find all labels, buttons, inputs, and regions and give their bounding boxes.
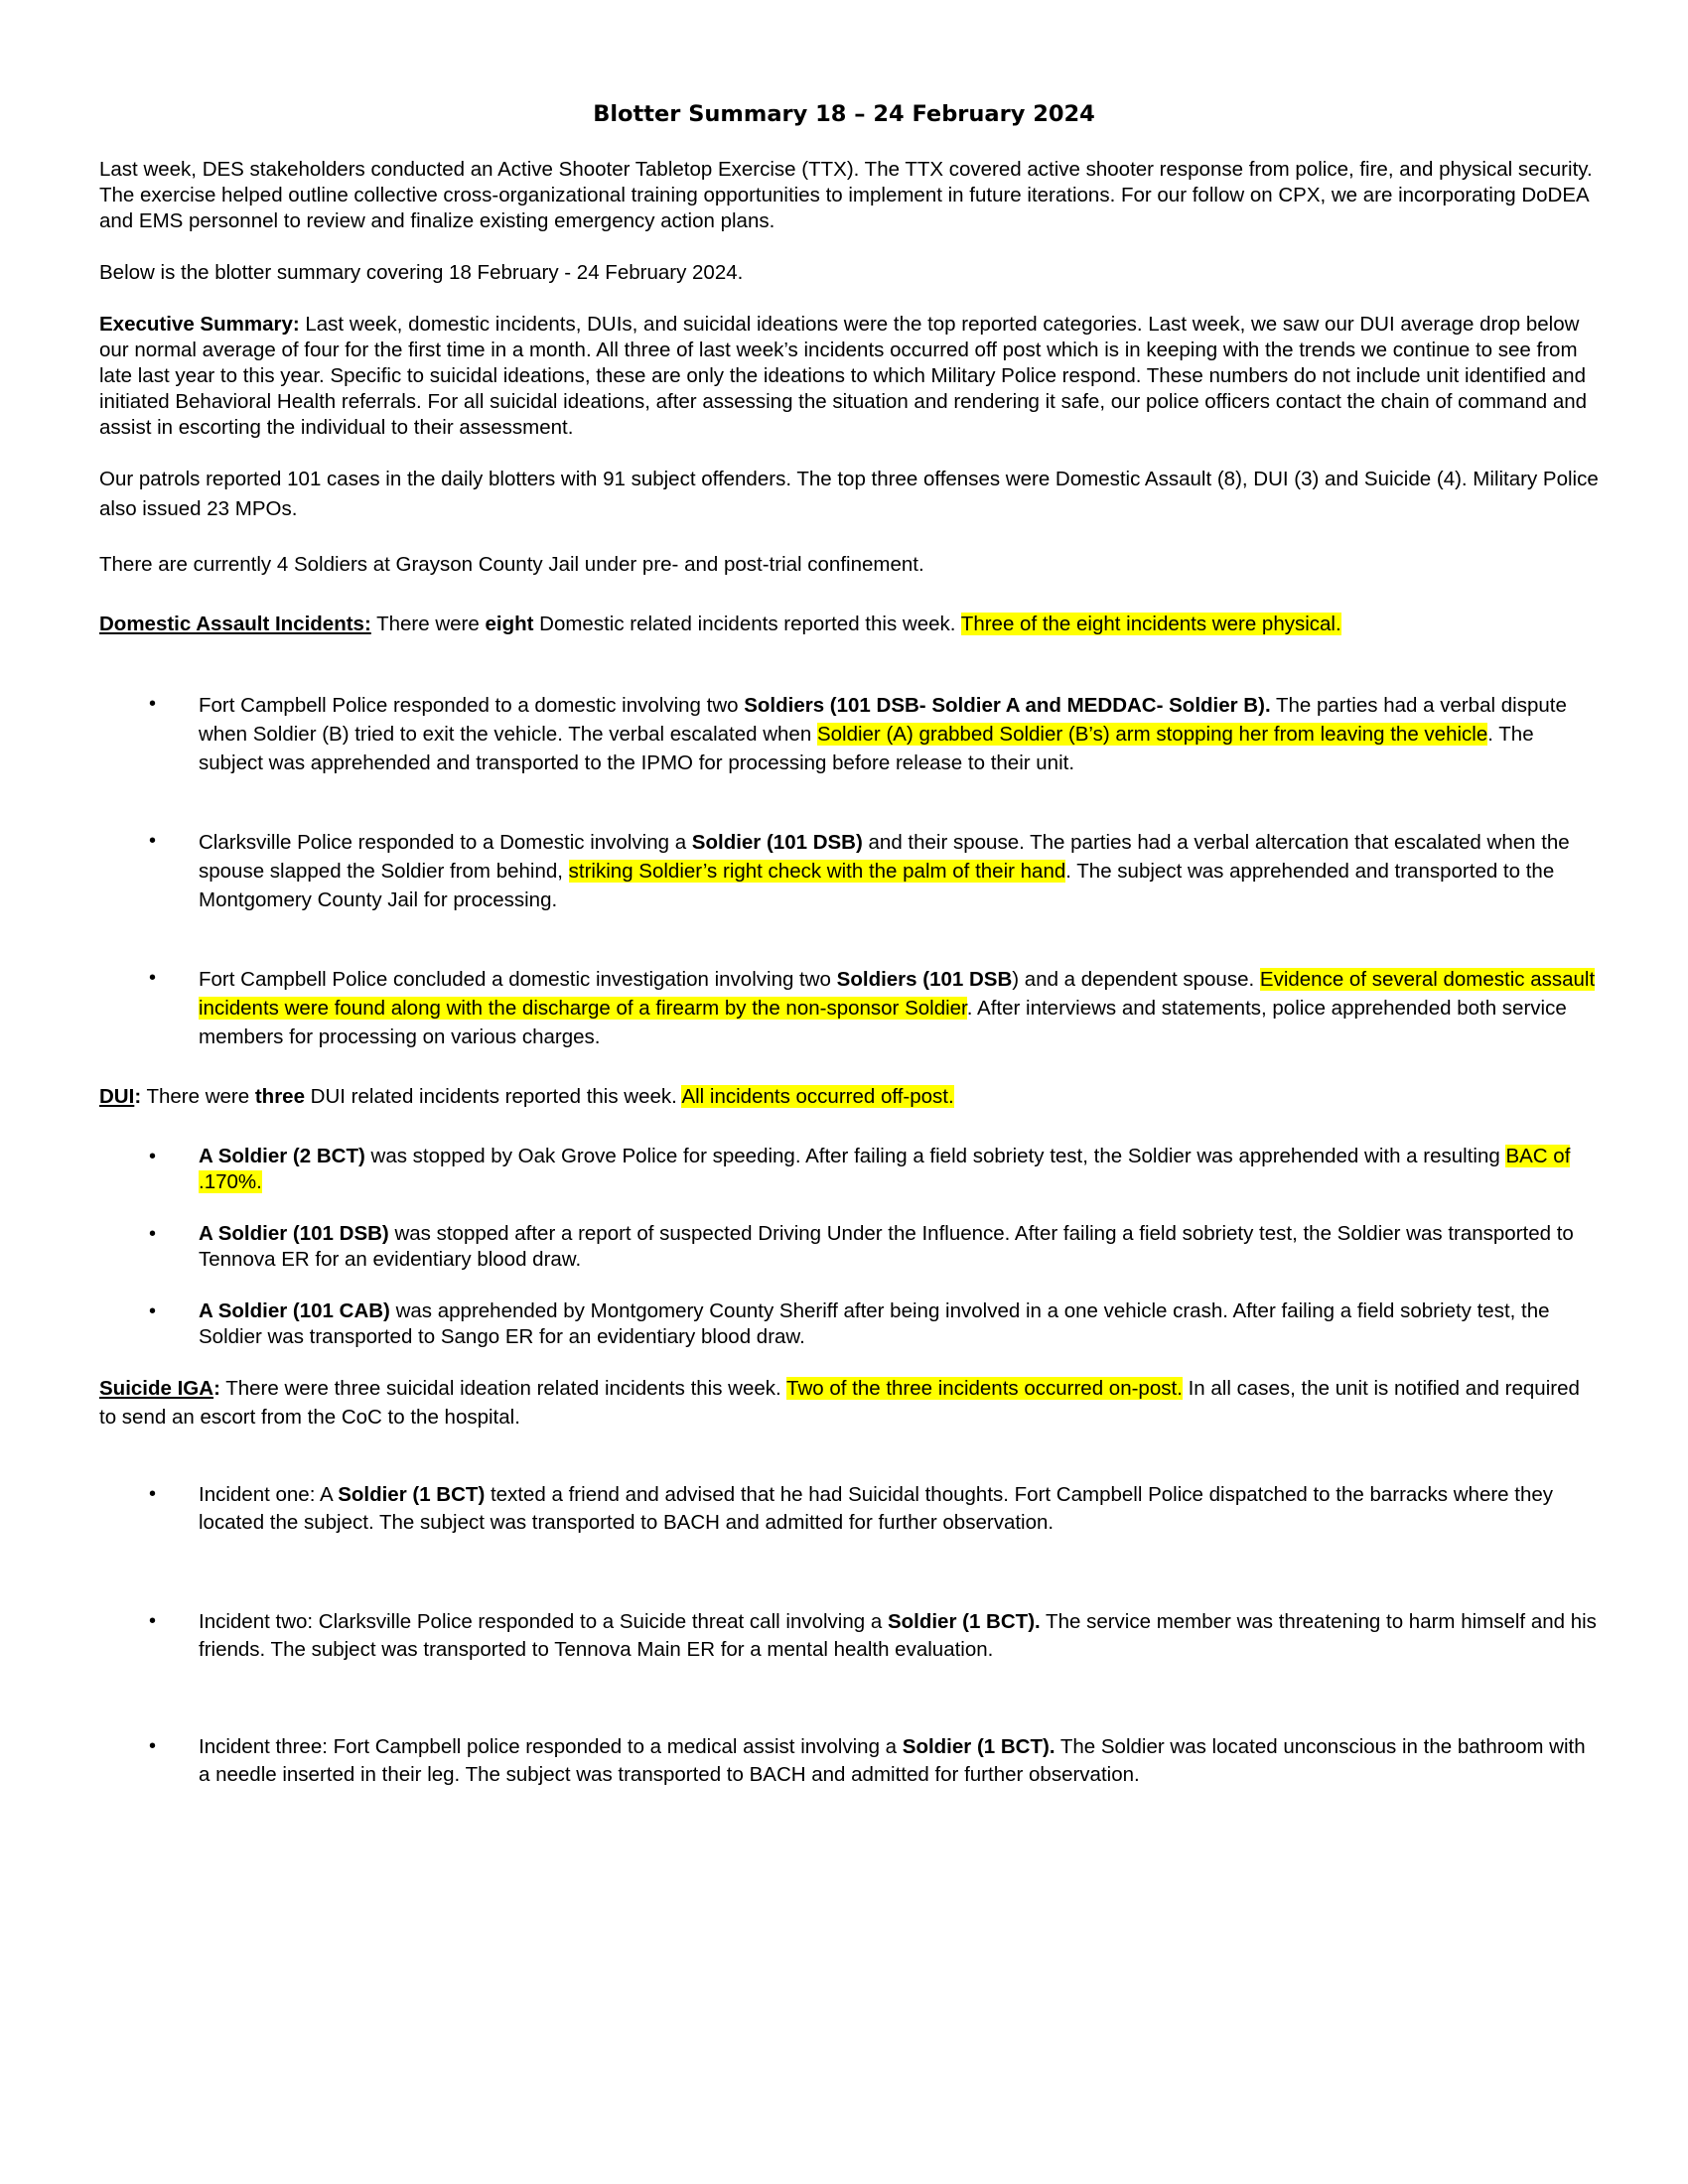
dui-text-2: DUI related incidents reported this week. [304,1085,682,1108]
dui-heading-colon: : [134,1085,142,1108]
domestic-heading-paragraph [99,612,1599,637]
incident-highlight: Evidence of several domestic assault incidents were found along with the discharge of a firearm by the non-sponsor Soldier [199,968,1596,1020]
bullet-icon: • [149,1223,157,1245]
incident-text: was stopped by Oak Grove Police for speeding. After failing a field sobriety test, the Soldier was apprehended with a resulting [364,1145,1506,1167]
incident-subject: A Soldier (101 DSB) [199,1222,389,1245]
bullet-icon: • [149,1735,157,1757]
domestic-heading: Domestic Assault Incidents: [99,613,371,635]
incident-text: Incident one: A [199,1483,339,1506]
bullet-icon: • [149,830,157,852]
domestic-count: eight [485,613,534,635]
incident-text: Clarksville Police responded to a Domestic involving a [199,831,692,854]
dui-highlight: All incidents occurred off-post. [681,1085,954,1108]
incident-highlight: striking Soldier’s right check with the palm of their hand [568,860,1066,883]
incident-subject: Soldier (1 BCT). [887,1610,1041,1633]
suicide-highlight: Two of the three incidents occurred on-post. [786,1377,1183,1400]
jail-paragraph: There are currently 4 Soldiers at Grayson County Jail under pre- and post-trial confinement. [99,553,924,576]
dui-incident-3 [199,1298,1599,1350]
bullet-icon: • [149,1300,157,1322]
domestic-incident-3 [199,965,1599,1051]
patrols-paragraph: Our patrols reported 101 cases in the daily blotters with 91 subject offenders. The top three offenses were Domestic Assault (8), DUI (3) and Suicide (4). Military Police also issued 23 MPOs. [99,468,1599,520]
incident-text: The parties had a verbal dispute when Soldier (B) tried to exit the vehicle. The verbal escalated when [199,694,1567,746]
incident-text: The service member was threatening to harm himself and his friends. The subject was transported to Tennova Main ER for a mental health evaluation. [199,1610,1597,1661]
incident-subject: Soldier (1 BCT) [338,1483,486,1506]
incident-subject: A Soldier (2 BCT) [199,1145,365,1167]
intro-paragraph: Last week, DES stakeholders conducted an Active Shooter Tabletop Exercise (TTX). The TTX covered active shooter response from police, fire, and physical security. The exercise helped outline collective cross-organizational training opportunities to implement in future iterations. For our follow on CPX, we are incorporating DoDEA and EMS personnel to review and finalize existing emergency action plans. [99,158,1593,232]
incident-subject: A Soldier (101 CAB) [199,1299,390,1322]
suicide-incident-1 [199,1481,1599,1537]
incident-highlight: BAC of .170%. [199,1145,1571,1193]
incident-text: . The subject was apprehended and transported to the Montgomery County Jail for processing. [199,860,1555,911]
document-title: Blotter Summary 18 – 24 February 2024 [593,101,1095,127]
bullet-icon: • [149,967,157,989]
dui-count: three [254,1085,305,1108]
incident-text: and their spouse. The parties had a verbal altercation that escalated when the spouse slapped the Soldier from behind, [199,831,1570,883]
incident-text: . The subject was apprehended and transported to the IPMO for processing before release to their unit. [199,723,1534,774]
bullet-icon: • [149,1483,157,1505]
dui-incident-1 [199,1144,1599,1195]
incident-text: Incident two: Clarksville Police responded to a Suicide threat call involving a [199,1610,888,1633]
incident-highlight: Soldier (A) grabbed Soldier (B’s) arm stopping her from leaving the vehicle [816,723,1488,746]
suicide-text: There were three suicidal ideation related incidents this week. [219,1377,787,1400]
period-paragraph: Below is the blotter summary covering 18 February - 24 February 2024. [99,261,744,284]
incident-text: Fort Campbell Police responded to a domestic involving two [199,694,745,717]
domestic-incident-2 [199,828,1599,914]
suicide-incident-2 [199,1608,1599,1664]
bullet-icon: • [149,1610,157,1632]
domestic-text: There were [370,613,486,635]
dui-heading: DUI [99,1085,135,1108]
incident-subject: Soldier (1 BCT). [902,1735,1055,1758]
executive-summary-text: Last week, domestic incidents, DUIs, and suicidal ideations were the top reported categories. Last week, we saw our DUI average drop below our normal average of four for the first time in a month. All three of last week’s incidents occurred off post which is in keeping with the trends we continue to see from late last year to this year. Specific to suicidal ideations, these are only the ideations to which Military Police respond. These numbers do not include unit identified and initiated Behavioral Health referrals. For all suicidal ideations, after assessing the situation and rendering it safe, our police officers contact the chain of command and assist in escorting the individual to their assessment. [99,313,1588,439]
incident-text: Fort Campbell Police concluded a domestic investigation involving two [199,968,837,991]
incident-text: texted a friend and advised that he had Suicidal thoughts. Fort Campbell Police dispatched to the barracks where they located the subject. The subject was transported to BACH and admitted for further observation. [199,1483,1554,1534]
suicide-heading-colon: : [213,1377,220,1400]
domestic-highlight: Three of the eight incidents were physical. [960,613,1341,635]
domestic-text-2: Domestic related incidents reported this week. [533,613,961,635]
suicide-heading: Suicide IGA [99,1377,214,1400]
incident-text: . After interviews and statements, police apprehended both service members for processing on various charges. [199,997,1567,1048]
executive-summary [99,312,1599,441]
domestic-incident-1 [199,691,1599,777]
bullet-icon: • [149,693,157,715]
incident-text: The Soldier was located unconscious in the bathroom with a needle inserted in their leg. The subject was transported to BACH and admitted for further observation. [199,1735,1586,1786]
incident-subject: Soldiers (101 DSB- Soldier A and MEDDAC- Soldier B). [744,694,1271,717]
suicide-heading-paragraph [99,1374,1599,1432]
bullet-icon: • [149,1146,157,1167]
dui-incident-2 [199,1221,1599,1273]
incident-text: ) and a dependent spouse. [1012,968,1260,991]
incident-text: Incident three: Fort Campbell police responded to a medical assist involving a [199,1735,903,1758]
incident-text: was stopped after a report of suspected Driving Under the Influence. After failing a field sobriety test, the Soldier was transported to Tennova ER for an evidentiary blood draw. [199,1222,1574,1271]
suicide-incident-3 [199,1733,1599,1789]
executive-summary-label: Executive Summary: [99,313,300,336]
incident-subject: Soldiers (101 DSB [836,968,1013,991]
incident-text: was apprehended by Montgomery County Sheriff after being involved in a one vehicle crash. After failing a field sobriety test, the Soldier was transported to Sango ER for an evidentiary blood draw. [199,1299,1550,1348]
dui-heading-paragraph [99,1084,1599,1110]
incident-subject: Soldier (101 DSB) [691,831,863,854]
dui-text: There were [141,1085,255,1108]
suicide-text-2: In all cases, the unit is notified and required to send an escort from the CoC to the hospital. [99,1377,1580,1429]
